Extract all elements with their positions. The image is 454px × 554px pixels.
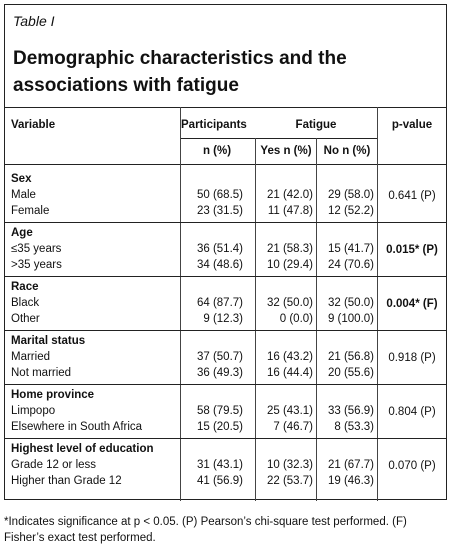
participants-cell: 50 (68.5) (196, 189, 243, 201)
pvalue-cell: 0.804 (P) (388, 406, 436, 418)
fatigue-no-cell: 33 (56.9) (327, 405, 374, 417)
participants-cell: 41 (56.9) (196, 475, 243, 487)
participants-cell: 23 (31.5) (196, 205, 243, 217)
row-label: Limpopo (11, 405, 56, 417)
group-divider (5, 438, 446, 439)
row-label: ≤35 years (11, 243, 62, 255)
header-fatigue: Fatigue (295, 119, 337, 131)
fatigue-yes-cell: 11 (47.8) (267, 205, 313, 217)
row-label: Higher than Grade 12 (11, 475, 122, 487)
participants-cell: 58 (79.5) (196, 405, 243, 417)
fatigue-yes-cell: 16 (44.4) (266, 367, 313, 379)
fatigue-yes-cell: 21 (58.3) (266, 243, 313, 255)
fatigue-no-cell: 15 (41.7) (327, 243, 374, 255)
group-heading: Race (11, 281, 39, 293)
group-divider (5, 330, 446, 331)
pvalue-cell: 0.004* (F) (386, 298, 438, 310)
row-label: >35 years (11, 259, 62, 271)
header-n-pct: n (%) (202, 145, 232, 157)
pvalue-cell: 0.641 (P) (388, 190, 436, 202)
row-label: Grade 12 or less (11, 459, 97, 471)
header-bottom-rule (5, 164, 446, 165)
fatigue-no-cell: 19 (46.3) (327, 475, 374, 487)
row-label: Not married (11, 367, 72, 379)
row-label: Married (11, 351, 50, 363)
table-title: Demographic characteristics and the associations with fatigue (13, 48, 347, 96)
fatigue-yes-cell: 7 (46.7) (273, 421, 313, 433)
fatigue-no-cell: 8 (53.3) (334, 421, 374, 433)
fatigue-no-cell: 21 (56.8) (327, 351, 374, 363)
pvalue-cell: 0.015* (P) (386, 244, 438, 256)
row-label: Female (11, 205, 50, 217)
title-divider (5, 107, 446, 108)
group-heading: Home province (11, 389, 95, 401)
row-label: Black (11, 297, 40, 309)
row-label: Male (11, 189, 36, 201)
fatigue-yes-cell: 0 (0.0) (279, 313, 313, 325)
fatigue-yes-cell: 25 (43.1) (266, 405, 313, 417)
row-label: Elsewhere in South Africa (11, 421, 143, 433)
fatigue-yes-cell: 10 (29.4) (266, 259, 313, 271)
group-divider (5, 276, 446, 277)
participants-cell: 9 (12.3) (203, 313, 243, 325)
fatigue-yes-cell: 22 (53.7) (266, 475, 313, 487)
participants-cell: 15 (20.5) (196, 421, 243, 433)
fatigue-yes-cell: 10 (32.3) (266, 459, 313, 471)
fatigue-no-cell: 24 (70.6) (327, 259, 374, 271)
fatigue-no-cell: 32 (50.0) (327, 297, 374, 309)
header-pvalue: p-value (391, 119, 433, 131)
pvalue-cell: 0.070 (P) (388, 460, 436, 472)
participants-cell: 34 (48.6) (196, 259, 243, 271)
table-label: Table I (13, 13, 55, 29)
table-footnote: *Indicates significance at p < 0.05. (P) Pearson’s chi-square test performed. (F) Fisher’s exact test performed. (4, 516, 407, 544)
participants-cell: 64 (87.7) (196, 297, 243, 309)
group-heading: Marital status (11, 335, 86, 347)
participants-cell: 31 (43.1) (196, 459, 243, 471)
table-frame (4, 4, 447, 500)
fatigue-subheader-rule (180, 138, 377, 139)
fatigue-no-cell: 9 (100.0) (327, 313, 374, 325)
group-heading: Highest level of education (11, 443, 154, 455)
header-yes-n-pct: Yes n (%) (260, 145, 312, 157)
group-divider (5, 222, 446, 223)
group-heading: Sex (11, 173, 32, 185)
participants-cell: 36 (49.3) (196, 367, 243, 379)
header-variable: Variable (11, 119, 56, 131)
participants-cell: 36 (51.4) (196, 243, 243, 255)
fatigue-yes-cell: 16 (43.2) (266, 351, 313, 363)
row-label: Other (11, 313, 40, 325)
fatigue-yes-cell: 32 (50.0) (266, 297, 313, 309)
group-divider (5, 384, 446, 385)
header-no-n-pct: No n (%) (323, 145, 371, 157)
group-heading: Age (11, 227, 33, 239)
fatigue-no-cell: 21 (67.7) (327, 459, 374, 471)
fatigue-no-cell: 29 (58.0) (327, 189, 374, 201)
fatigue-yes-cell: 21 (42.0) (266, 189, 313, 201)
fatigue-no-cell: 20 (55.6) (327, 367, 374, 379)
pvalue-cell: 0.918 (P) (388, 352, 436, 364)
participants-cell: 37 (50.7) (196, 351, 243, 363)
header-participants: Participants (181, 119, 247, 131)
fatigue-no-cell: 12 (52.2) (327, 205, 374, 217)
